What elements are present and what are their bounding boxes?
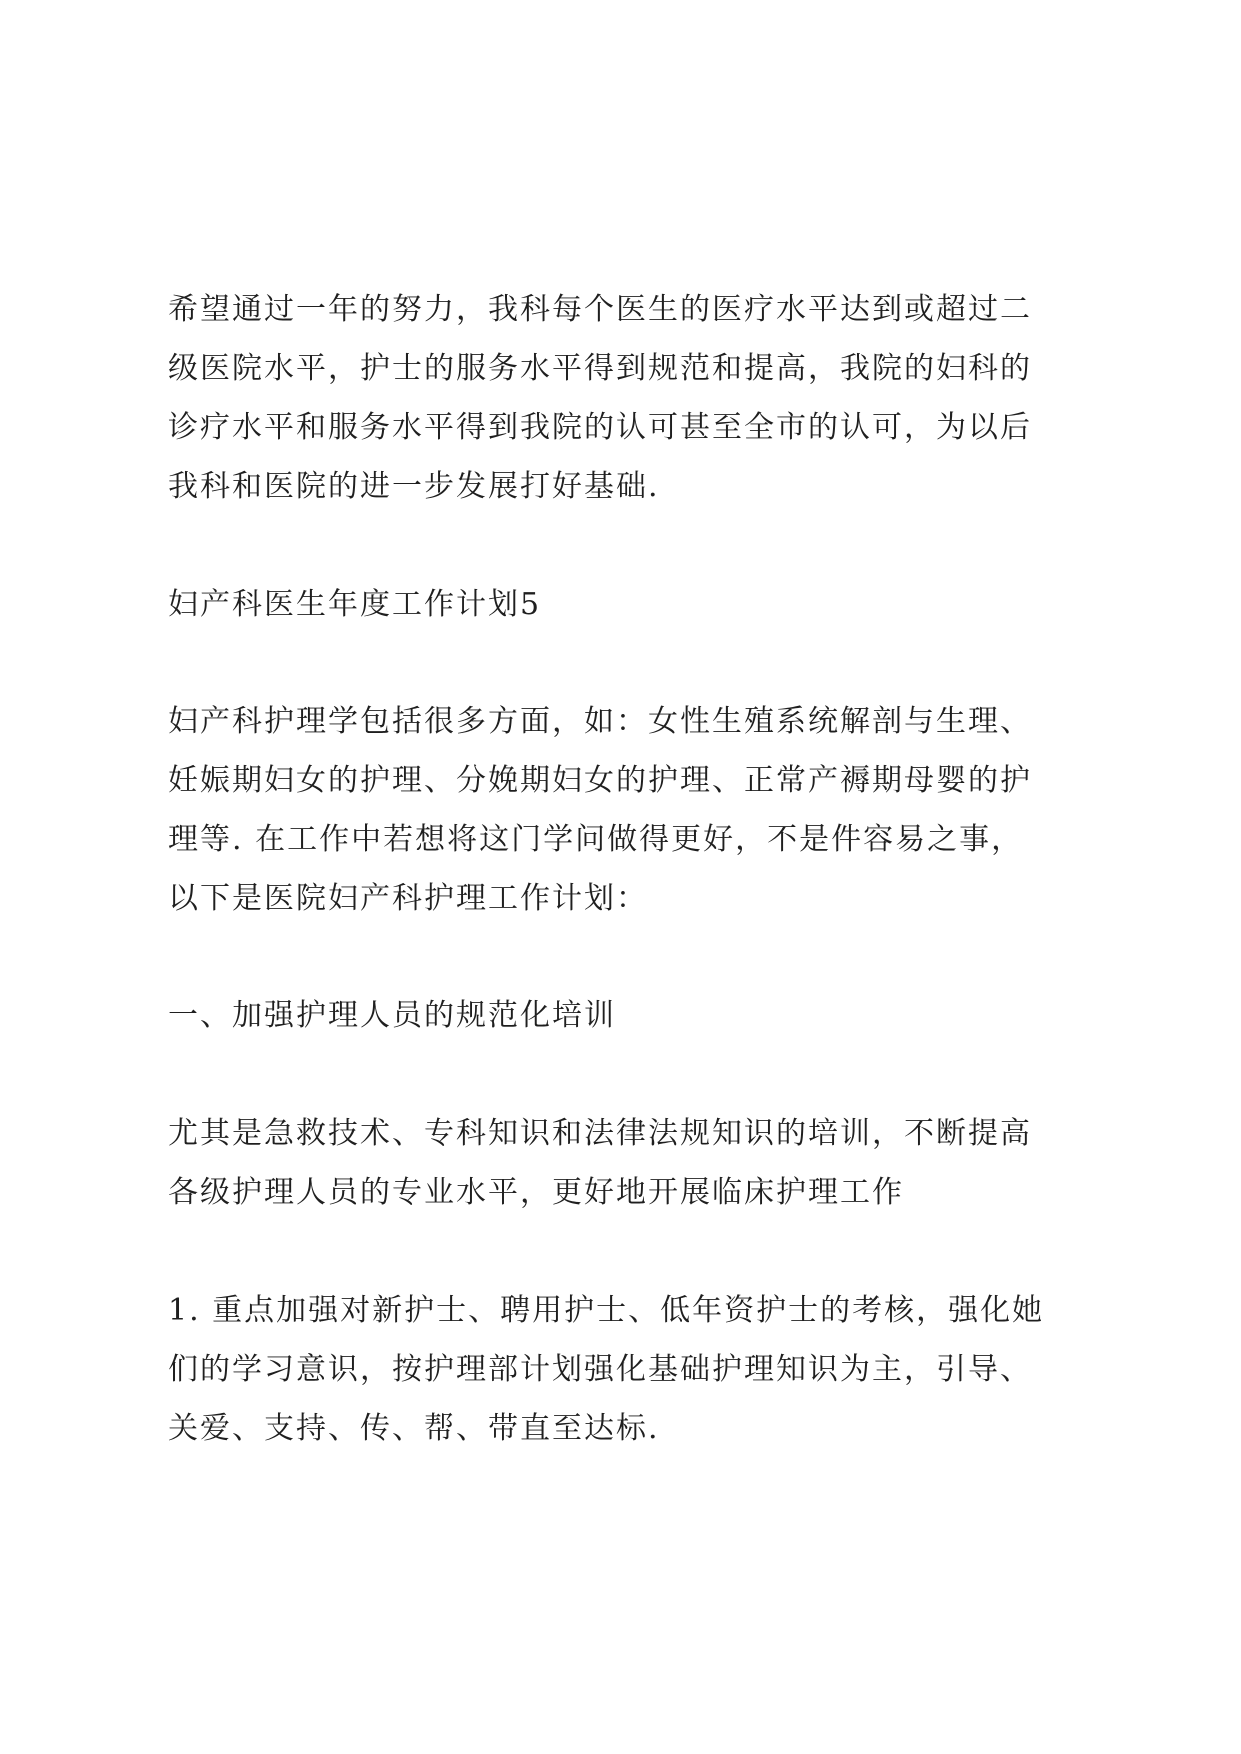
text-line: 尤其是急救技术、专科知识和法律法规知识的培训，不断提高 — [168, 1116, 1032, 1151]
text-line: 级医院水平，护士的服务水平得到规范和提高，我院的妇科的 — [168, 351, 1032, 386]
text-line: 关爱、支持、传、帮、带直至达标. — [168, 1411, 660, 1446]
text-line: 各级护理人员的专业水平，更好地开展临床护理工作 — [168, 1175, 904, 1210]
text-line: 1. 重点加强对新护士、聘用护士、低年资护士的考核，强化她 — [168, 1293, 1045, 1328]
section-title — [168, 575, 1088, 634]
text-line: 妊娠期妇女的护理、分娩期妇女的护理、正常产褥期母婴的护 — [168, 763, 1032, 798]
text-line: 一、加强护理人员的规范化培训 — [168, 998, 616, 1033]
text-line: 我科和医院的进一步发展打好基础. — [168, 469, 660, 504]
text-line: 诊疗水平和服务水平得到我院的认可甚至全市的认可，为以后 — [168, 410, 1032, 445]
text-line: 妇产科护理学包括很多方面，如：女性生殖系统解剖与生理、 — [168, 704, 1032, 739]
heading-one — [168, 986, 1088, 1045]
paragraph-training-body — [168, 1104, 1088, 1222]
text-line: 理等. 在工作中若想将这门学问做得更好，不是件容易之事， — [168, 822, 1024, 857]
text-line: 以下是医院妇产科护理工作计划： — [168, 881, 648, 916]
text-line: 妇产科医生年度工作计划5 — [168, 587, 542, 622]
text-line: 希望通过一年的努力，我科每个医生的医疗水平达到或超过二 — [168, 292, 1032, 327]
paragraph-intro-goal — [168, 280, 1088, 516]
text-line: 们的学习意识，按护理部计划强化基础护理知识为主，引导、 — [168, 1352, 1032, 1387]
paragraph-nursing-intro — [168, 692, 1088, 928]
paragraph-item-one — [168, 1281, 1088, 1458]
